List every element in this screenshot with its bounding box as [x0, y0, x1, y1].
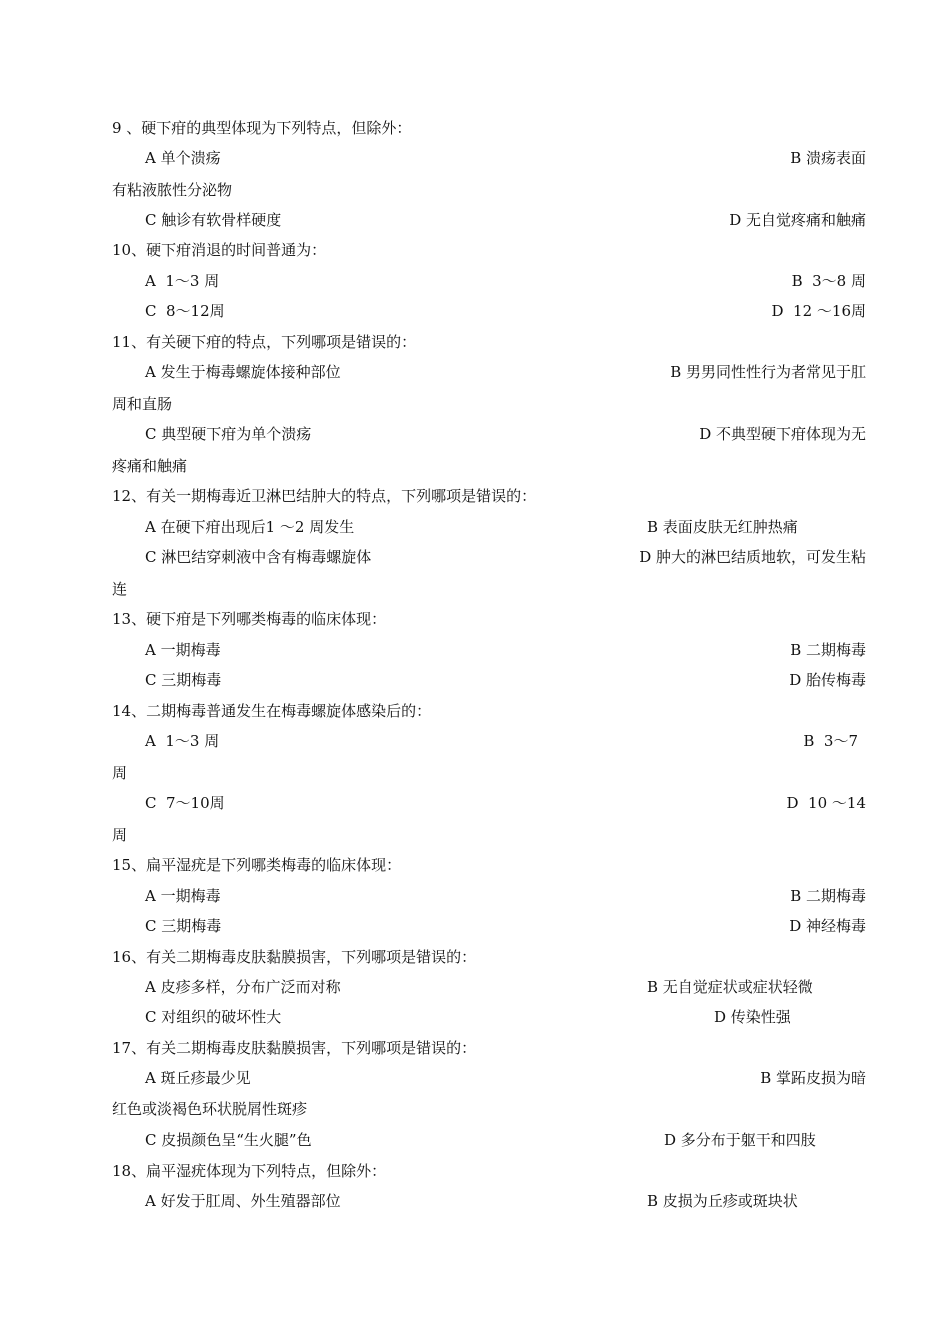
question-14-stem: 14、二期梅毒普通发生在梅毒螺旋体感染后的： [112, 702, 432, 720]
question-10-option-b: B 3～8 周 [791, 272, 866, 290]
question-18-option-a: A 好发于肛周、外生殖器部位 [145, 1192, 341, 1210]
question-12-stem: 12、有关一期梅毒近卫淋巴结肿大的特点，下列哪项是错误的： [112, 487, 537, 505]
question-16-stem: 16、有关二期梅毒皮肤黏膜损害，下列哪项是错误的： [112, 948, 477, 966]
question-17-option-b: B 掌跖皮损为暗 [760, 1069, 866, 1087]
question-10-option-c: C 8～12周 [145, 302, 225, 320]
question-16-option-a: A 皮疹多样，分布广泛而对称 [145, 978, 341, 996]
question-9-option-c: C 触诊有软骨样硬度 [145, 211, 282, 229]
question-12-option-a: A 在硬下疳出现后1 ～2 周发生 [145, 518, 355, 536]
question-16-option-d: D 传染性强 [714, 1008, 791, 1026]
question-13-option-d: D 胎传梅毒 [789, 671, 866, 689]
question-12-option-d: D 肿大的淋巴结质地软，可发生粘 [639, 548, 866, 566]
question-17-option-d: D 多分布于躯干和四肢 [664, 1131, 816, 1149]
question-16-option-c: C 对组织的破坏性大 [145, 1008, 282, 1026]
question-18-option-b: B 皮损为丘疹或斑块状 [647, 1192, 798, 1210]
question-11-option-b: B 男男同性性行为者常见于肛 [670, 363, 866, 381]
question-13-option-c: C 三期梅毒 [145, 671, 222, 689]
question-11-option-b-continued: 周和直肠 [112, 395, 173, 413]
question-15-stem: 15、扁平湿疣是下列哪类梅毒的临床体现： [112, 856, 402, 874]
question-16-option-b: B 无自觉症状或症状轻微 [647, 978, 813, 996]
question-9-option-b: B 溃疡表面 [790, 149, 866, 167]
question-11-option-a: A 发生于梅毒螺旋体接种部位 [145, 363, 341, 381]
question-9-option-d: D 无自觉疼痛和触痛 [729, 211, 866, 229]
question-17-option-c: C 皮损颜色呈“生火腿”色 [145, 1131, 312, 1149]
question-11-stem: 11、有关硬下疳的特点，下列哪项是错误的： [112, 333, 417, 351]
question-12-option-c: C 淋巴结穿刺液中含有梅毒螺旋体 [145, 548, 372, 566]
question-18-stem: 18、扁平湿疣体现为下列特点，但除外： [112, 1162, 387, 1180]
question-10-option-a: A 1～3 周 [145, 272, 220, 290]
question-12-option-d-continued: 连 [112, 580, 128, 598]
question-11-option-c: C 典型硬下疳为单个溃疡 [145, 425, 312, 443]
question-9-option-a: A 单个溃疡 [145, 149, 221, 167]
question-9-stem: 9 、硬下疳的典型体现为下列特点，但除外： [112, 119, 412, 137]
question-14-option-a: A 1～3 周 [145, 732, 220, 750]
question-13-option-b: B 二期梅毒 [790, 641, 866, 659]
question-14-option-b: B 3～7 [803, 732, 858, 750]
question-11-option-d: D 不典型硬下疳体现为无 [699, 425, 866, 443]
question-11-option-d-continued: 疼痛和触痛 [112, 457, 188, 475]
question-14-option-b-continued: 周 [112, 764, 128, 782]
question-14-option-c: C 7～10周 [145, 794, 225, 812]
question-12-option-b: B 表面皮肤无红肿热痛 [647, 518, 798, 536]
question-13-option-a: A 一期梅毒 [145, 641, 221, 659]
question-9-option-b-continued: 有粘液脓性分泌物 [112, 181, 233, 199]
question-13-stem: 13、硬下疳是下列哪类梅毒的临床体现： [112, 610, 387, 628]
question-15-option-c: C 三期梅毒 [145, 917, 222, 935]
question-10-stem: 10、硬下疳消退的时间普通为： [112, 241, 327, 259]
question-14-option-d: D 10 ～14 [786, 794, 866, 812]
question-10-option-d: D 12 ～16周 [771, 302, 866, 320]
question-14-option-d-continued: 周 [112, 826, 128, 844]
question-15-option-a: A 一期梅毒 [145, 887, 221, 905]
question-15-option-b: B 二期梅毒 [790, 887, 866, 905]
question-17-stem: 17、有关二期梅毒皮肤黏膜损害，下列哪项是错误的： [112, 1039, 477, 1057]
question-17-option-a: A 斑丘疹最少见 [145, 1069, 251, 1087]
question-15-option-d: D 神经梅毒 [789, 917, 866, 935]
question-17-option-b-continued: 红色或淡褐色环状脱屑性斑疹 [112, 1100, 308, 1118]
